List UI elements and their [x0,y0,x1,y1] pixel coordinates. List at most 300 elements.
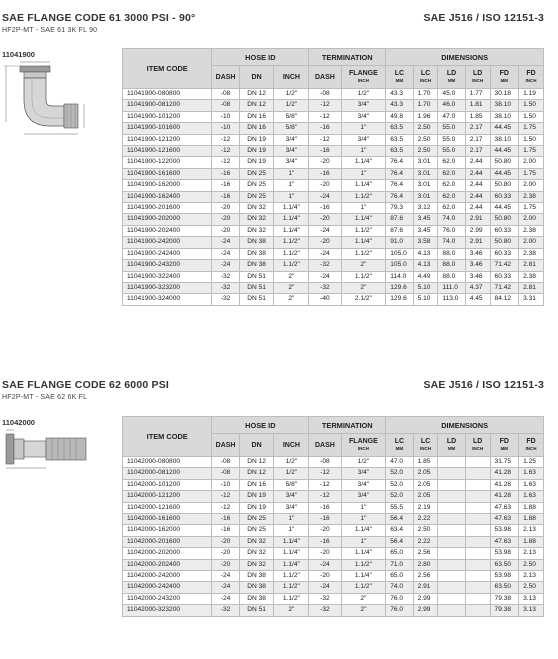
cell-ld-mm: 62.0 [438,157,465,168]
table-row [123,582,544,593]
cell-fd-mm: 71.42 [490,260,519,271]
cell-fd-inch: 1.19 [519,89,544,100]
cell-lc-mm: 114.0 [386,271,413,282]
cell-fd-mm: 47.63 [490,502,519,513]
table-row [123,457,544,468]
cell-hose-dn: DN 32 [239,214,274,225]
cell-item-code: 11041900-080800 [123,89,212,100]
cell-hose-inch: 1.1/2" [274,248,309,259]
cell-hose-inch: 1" [274,525,309,536]
cell-term-dash: -12 [309,491,341,502]
cell-ld-mm [438,468,465,479]
cell-ld-inch [465,548,490,559]
cell-ld-inch: 2.44 [465,180,490,191]
cell-fd-inch: 1.25 [519,457,544,468]
cell-ld-mm [438,548,465,559]
cell-hose-dn: DN 51 [239,282,274,293]
cell-hose-dash: -32 [212,605,239,616]
section1-title: SAE FLANGE CODE 61 3000 PSI - 90° [2,12,196,24]
cell-fd-inch: 1.50 [519,100,544,111]
cell-term-dash: -24 [309,248,341,259]
table-row [123,468,544,479]
cell-ld-mm [438,525,465,536]
section2-title: SAE FLANGE CODE 62 6000 PSI [2,379,170,391]
cell-fd-inch: 2.38 [519,191,544,202]
cell-ld-inch: 2.44 [465,168,490,179]
cell-flange-inch: 1/2" [341,457,386,468]
cell-fd-mm: 79.38 [490,605,519,616]
cell-hose-dn: DN 16 [239,111,274,122]
cell-flange-inch: 3/4" [341,134,386,145]
cell-hose-dn: DN 32 [239,225,274,236]
col-fd-inch: FD INCH [519,434,544,457]
cell-flange-inch: 1.1/2" [341,191,386,202]
col-ld-inch: LD INCH [465,434,490,457]
cell-fd-mm: 41.28 [490,479,519,490]
table-row [123,294,544,305]
cell-hose-inch: 1.1/2" [274,260,309,271]
cell-item-code: 11041900-101600 [123,123,212,134]
cell-term-dash: -16 [309,502,341,513]
col-ld-mm: LD MM [438,434,465,457]
cell-hose-dash: -20 [212,536,239,547]
table-row [123,559,544,570]
cell-hose-inch: 1" [274,191,309,202]
cell-hose-inch: 1.1/4" [274,203,309,214]
cell-hose-dash: -12 [212,146,239,157]
cell-term-dash: -24 [309,191,341,202]
cell-fd-mm: 60.33 [490,191,519,202]
cell-item-code: 11042000-081200 [123,468,212,479]
elbow-fitting-drawing [2,60,114,140]
col-group-termination: TERMINATION [309,417,386,434]
cell-item-code: 11041900-323200 [123,282,212,293]
cell-hose-inch: 1.1/4" [274,536,309,547]
cell-item-code: 11041900-161600 [123,168,212,179]
cell-flange-inch: 3/4" [341,111,386,122]
cell-ld-inch [465,514,490,525]
cell-hose-inch: 1.1/2" [274,593,309,604]
cell-flange-inch: 1.1/2" [341,271,386,282]
cell-ld-mm: 74.0 [438,214,465,225]
cell-flange-inch: 1.1/4" [341,548,386,559]
col-dn: DN [239,66,274,89]
cell-hose-inch: 5/8" [274,111,309,122]
cell-hose-dash: -20 [212,559,239,570]
cell-fd-mm: 38.10 [490,100,519,111]
cell-hose-inch: 1.1/4" [274,559,309,570]
cell-ld-mm: 55.0 [438,146,465,157]
cell-lc-mm: 76.4 [386,168,413,179]
cell-hose-inch: 1.1/4" [274,214,309,225]
section2-table-body [123,457,544,617]
cell-hose-dn: DN 38 [239,248,274,259]
cell-ld-mm [438,605,465,616]
cell-flange-inch: 1" [341,123,386,134]
cell-hose-dn: DN 51 [239,271,274,282]
table-row [123,605,544,616]
cell-hose-dash: -10 [212,479,239,490]
cell-item-code: 11041900-162400 [123,191,212,202]
cell-lc-inch: 3.45 [413,225,438,236]
cell-fd-inch: 1.50 [519,134,544,145]
cell-flange-inch: 1.1/2" [341,559,386,570]
cell-flange-inch: 1" [341,203,386,214]
cell-hose-dash: -08 [212,468,239,479]
cell-hose-inch: 1" [274,514,309,525]
cell-item-code: 11041900-202000 [123,214,212,225]
cell-hose-inch: 1/2" [274,89,309,100]
cell-fd-inch: 1.75 [519,146,544,157]
cell-hose-inch: 2" [274,271,309,282]
section1-part-number: 11041900 [2,50,35,59]
cell-item-code: 11041900-121200 [123,134,212,145]
cell-hose-dash: -12 [212,502,239,513]
cell-flange-inch: 1.1/2" [341,248,386,259]
cell-hose-inch: 3/4" [274,157,309,168]
cell-flange-inch: 1.1/4" [341,180,386,191]
cell-ld-inch: 1.85 [465,111,490,122]
cell-fd-inch: 1.75 [519,203,544,214]
cell-flange-inch: 1.1/4" [341,214,386,225]
cell-ld-inch [465,457,490,468]
cell-term-dash: -12 [309,100,341,111]
col-item-code: ITEM CODE [123,417,212,457]
cell-lc-mm: 76.4 [386,180,413,191]
table-row [123,271,544,282]
cell-ld-mm: 62.0 [438,180,465,191]
cell-hose-dn: DN 32 [239,548,274,559]
col-lc-mm: LC MM [386,434,413,457]
cell-item-code: 11041900-101200 [123,111,212,122]
cell-fd-mm: 63.50 [490,582,519,593]
cell-ld-mm [438,593,465,604]
cell-lc-mm: 79.3 [386,203,413,214]
cell-fd-inch: 1.63 [519,479,544,490]
cell-flange-inch: 1" [341,514,386,525]
cell-lc-inch: 2.50 [413,146,438,157]
cell-fd-inch: 2.50 [519,582,544,593]
cell-lc-inch: 2.56 [413,548,438,559]
cell-ld-mm [438,559,465,570]
cell-term-dash: -20 [309,237,341,248]
cell-lc-inch: 2.22 [413,514,438,525]
cell-ld-mm: 88.0 [438,248,465,259]
cell-fd-mm: 60.33 [490,271,519,282]
cell-lc-inch: 2.99 [413,593,438,604]
cell-item-code: 11042000-242400 [123,582,212,593]
cell-hose-dash: -16 [212,525,239,536]
cell-hose-dn: DN 12 [239,89,274,100]
table-row [123,214,544,225]
cell-hose-dash: -20 [212,225,239,236]
col-lc-inch: LC INCH [413,434,438,457]
cell-lc-mm: 76.4 [386,191,413,202]
cell-flange-inch: 1.1/4" [341,157,386,168]
cell-lc-mm: 55.5 [386,502,413,513]
cell-flange-inch: 1.1/2" [341,225,386,236]
col-inch: INCH [274,434,309,457]
cell-item-code: 11041900-081200 [123,100,212,111]
cell-flange-inch: 3/4" [341,100,386,111]
cell-ld-inch: 2.17 [465,146,490,157]
cell-flange-inch: 1.1/4" [341,525,386,536]
cell-fd-mm: 53.98 [490,548,519,559]
cell-fd-inch: 2.13 [519,525,544,536]
cell-ld-mm: 88.0 [438,260,465,271]
cell-hose-dash: -16 [212,180,239,191]
cell-term-dash: -32 [309,605,341,616]
cell-fd-inch: 3.13 [519,605,544,616]
cell-fd-mm: 41.28 [490,491,519,502]
cell-item-code: 11042000-121600 [123,502,212,513]
table-row [123,134,544,145]
cell-ld-mm: 76.0 [438,225,465,236]
cell-item-code: 11042000-121200 [123,491,212,502]
cell-lc-inch: 3.01 [413,168,438,179]
cell-flange-inch: 1.1/4" [341,571,386,582]
cell-lc-mm: 87.6 [386,225,413,236]
col-lc-mm: LC MM [386,66,413,89]
cell-hose-dn: DN 12 [239,468,274,479]
cell-item-code: 11041900-162000 [123,180,212,191]
cell-hose-dash: -16 [212,514,239,525]
cell-hose-inch: 3/4" [274,491,309,502]
cell-term-dash: -40 [309,294,341,305]
cell-fd-mm: 44.45 [490,146,519,157]
cell-item-code: 11042000-242000 [123,571,212,582]
cell-item-code: 11041900-121600 [123,146,212,157]
cell-fd-inch: 2.13 [519,571,544,582]
cell-term-dash: -12 [309,479,341,490]
cell-lc-mm: 105.0 [386,260,413,271]
cell-flange-inch: 3/4" [341,468,386,479]
cell-ld-inch: 2.99 [465,225,490,236]
cell-hose-dn: DN 12 [239,457,274,468]
cell-item-code: 11041900-242000 [123,237,212,248]
cell-flange-inch: 3/4" [341,479,386,490]
table-row [123,89,544,100]
cell-ld-inch [465,525,490,536]
cell-fd-inch: 2.50 [519,559,544,570]
table-row [123,111,544,122]
cell-ld-inch: 1.81 [465,100,490,111]
cell-fd-mm: 30.18 [490,89,519,100]
cell-ld-mm [438,514,465,525]
cell-item-code: 11042000-202400 [123,559,212,570]
cell-fd-inch: 2.38 [519,248,544,259]
cell-lc-inch: 1.70 [413,100,438,111]
cell-term-dash: -32 [309,282,341,293]
cell-hose-dash: -24 [212,237,239,248]
cell-lc-mm: 52.0 [386,491,413,502]
cell-hose-dash: -08 [212,457,239,468]
cell-fd-inch: 1.63 [519,468,544,479]
col-dash: DASH [212,66,239,89]
cell-hose-dn: DN 19 [239,502,274,513]
table-row [123,191,544,202]
cell-hose-dn: DN 19 [239,146,274,157]
cell-hose-dash: -20 [212,214,239,225]
table-row [123,123,544,134]
cell-term-dash: -16 [309,146,341,157]
cell-lc-mm: 129.6 [386,282,413,293]
cell-ld-inch: 2.17 [465,123,490,134]
cell-fd-mm: 47.63 [490,514,519,525]
cell-lc-mm: 71.0 [386,559,413,570]
cell-lc-mm: 43.3 [386,89,413,100]
cell-hose-inch: 1.1/2" [274,571,309,582]
table-row [123,593,544,604]
col-group-dimensions: DIMENSIONS [386,49,544,66]
cell-hose-dash: -10 [212,111,239,122]
cell-fd-inch: 3.31 [519,294,544,305]
cell-hose-inch: 1.1/2" [274,237,309,248]
table-row [123,168,544,179]
cell-fd-mm: 50.80 [490,237,519,248]
cell-hose-inch: 2" [274,605,309,616]
cell-item-code: 11042000-202000 [123,548,212,559]
cell-lc-inch: 2.05 [413,491,438,502]
col-termination-dash: DASH [309,434,341,457]
cell-term-dash: -24 [309,225,341,236]
cell-fd-inch: 2.38 [519,271,544,282]
cell-lc-inch: 2.56 [413,571,438,582]
cell-item-code: 11042000-323200 [123,605,212,616]
cell-lc-inch: 3.01 [413,180,438,191]
cell-fd-inch: 1.63 [519,491,544,502]
cell-item-code: 11041900-201600 [123,203,212,214]
col-lc-inch: LC INCH [413,66,438,89]
cell-ld-mm [438,582,465,593]
cell-term-dash: -32 [309,593,341,604]
table-row [123,180,544,191]
table-row [123,157,544,168]
cell-ld-mm [438,457,465,468]
cell-lc-mm: 63.4 [386,525,413,536]
cell-hose-inch: 1" [274,180,309,191]
cell-fd-inch: 1.75 [519,168,544,179]
cell-fd-inch: 1.50 [519,111,544,122]
cell-ld-mm: 62.0 [438,168,465,179]
cell-ld-mm: 113.0 [438,294,465,305]
cell-term-dash: -20 [309,525,341,536]
cell-fd-inch: 2.00 [519,180,544,191]
cell-item-code: 11042000-101200 [123,479,212,490]
cell-ld-inch: 2.91 [465,237,490,248]
cell-item-code: 11042000-080800 [123,457,212,468]
cell-flange-inch: 1.1/2" [341,582,386,593]
cell-hose-dash: -20 [212,548,239,559]
cell-lc-inch: 2.05 [413,468,438,479]
cell-fd-mm: 71.42 [490,282,519,293]
cell-fd-mm: 47.63 [490,536,519,547]
cell-lc-inch: 3.45 [413,214,438,225]
cell-hose-dash: -32 [212,282,239,293]
cell-ld-mm: 111.0 [438,282,465,293]
cell-hose-dn: DN 16 [239,479,274,490]
cell-item-code: 11042000-162000 [123,525,212,536]
cell-hose-inch: 5/8" [274,479,309,490]
col-ld-mm: LD MM [438,66,465,89]
cell-fd-mm: 60.33 [490,225,519,236]
cell-hose-dn: DN 38 [239,237,274,248]
cell-ld-inch: 2.17 [465,134,490,145]
cell-lc-mm: 76.0 [386,593,413,604]
cell-lc-inch: 2.19 [413,502,438,513]
col-group-hose-id: HOSE ID [212,49,309,66]
cell-ld-mm [438,571,465,582]
cell-hose-dn: DN 25 [239,525,274,536]
cell-fd-mm: 50.80 [490,157,519,168]
cell-fd-inch: 1.75 [519,123,544,134]
cell-ld-mm: 55.0 [438,123,465,134]
cell-lc-mm: 63.5 [386,123,413,134]
cell-hose-dash: -08 [212,89,239,100]
cell-hose-inch: 3/4" [274,502,309,513]
cell-term-dash: -24 [309,559,341,570]
cell-hose-inch: 1.1/4" [274,548,309,559]
cell-hose-dash: -32 [212,271,239,282]
table-row [123,571,544,582]
cell-lc-inch: 4.13 [413,248,438,259]
cell-lc-mm: 129.6 [386,294,413,305]
section1-subtitle: HF2P-MT - SAE 61 3K FL 90 [2,27,98,34]
cell-hose-dn: DN 32 [239,536,274,547]
cell-ld-inch [465,593,490,604]
cell-fd-inch: 2.81 [519,282,544,293]
cell-lc-mm: 63.5 [386,134,413,145]
cell-term-dash: -08 [309,89,341,100]
cell-lc-inch: 5.10 [413,294,438,305]
cell-flange-inch: 3/4" [341,491,386,502]
cell-term-dash: -16 [309,123,341,134]
cell-lc-inch: 5.10 [413,282,438,293]
cell-ld-inch [465,468,490,479]
section1-standard: SAE J516 / ISO 12151-3 [423,12,544,24]
cell-fd-mm: 53.98 [490,525,519,536]
cell-hose-dash: -08 [212,100,239,111]
cell-ld-inch [465,502,490,513]
col-inch: INCH [274,66,309,89]
section1-table-body [123,89,544,306]
cell-fd-mm: 44.45 [490,203,519,214]
section2-standard: SAE J516 / ISO 12151-3 [423,379,544,391]
cell-fd-mm: 53.98 [490,571,519,582]
cell-fd-mm: 63.50 [490,559,519,570]
cell-term-dash: -12 [309,134,341,145]
cell-fd-inch: 2.13 [519,548,544,559]
cell-ld-mm [438,491,465,502]
cell-flange-inch: 1" [341,146,386,157]
cell-hose-dn: DN 25 [239,168,274,179]
cell-lc-mm: 52.0 [386,479,413,490]
cell-lc-inch: 2.50 [413,123,438,134]
cell-lc-inch: 2.50 [413,525,438,536]
cell-hose-dash: -24 [212,582,239,593]
cell-hose-dash: -32 [212,294,239,305]
cell-lc-mm: 76.4 [386,157,413,168]
cell-item-code: 11041900-122000 [123,157,212,168]
cell-lc-inch: 3.12 [413,203,438,214]
cell-fd-inch: 2.00 [519,214,544,225]
cell-term-dash: -20 [309,180,341,191]
table-row [123,282,544,293]
cell-ld-inch [465,559,490,570]
cell-ld-inch [465,479,490,490]
cell-hose-inch: 3/4" [274,134,309,145]
cell-ld-inch: 3.46 [465,271,490,282]
